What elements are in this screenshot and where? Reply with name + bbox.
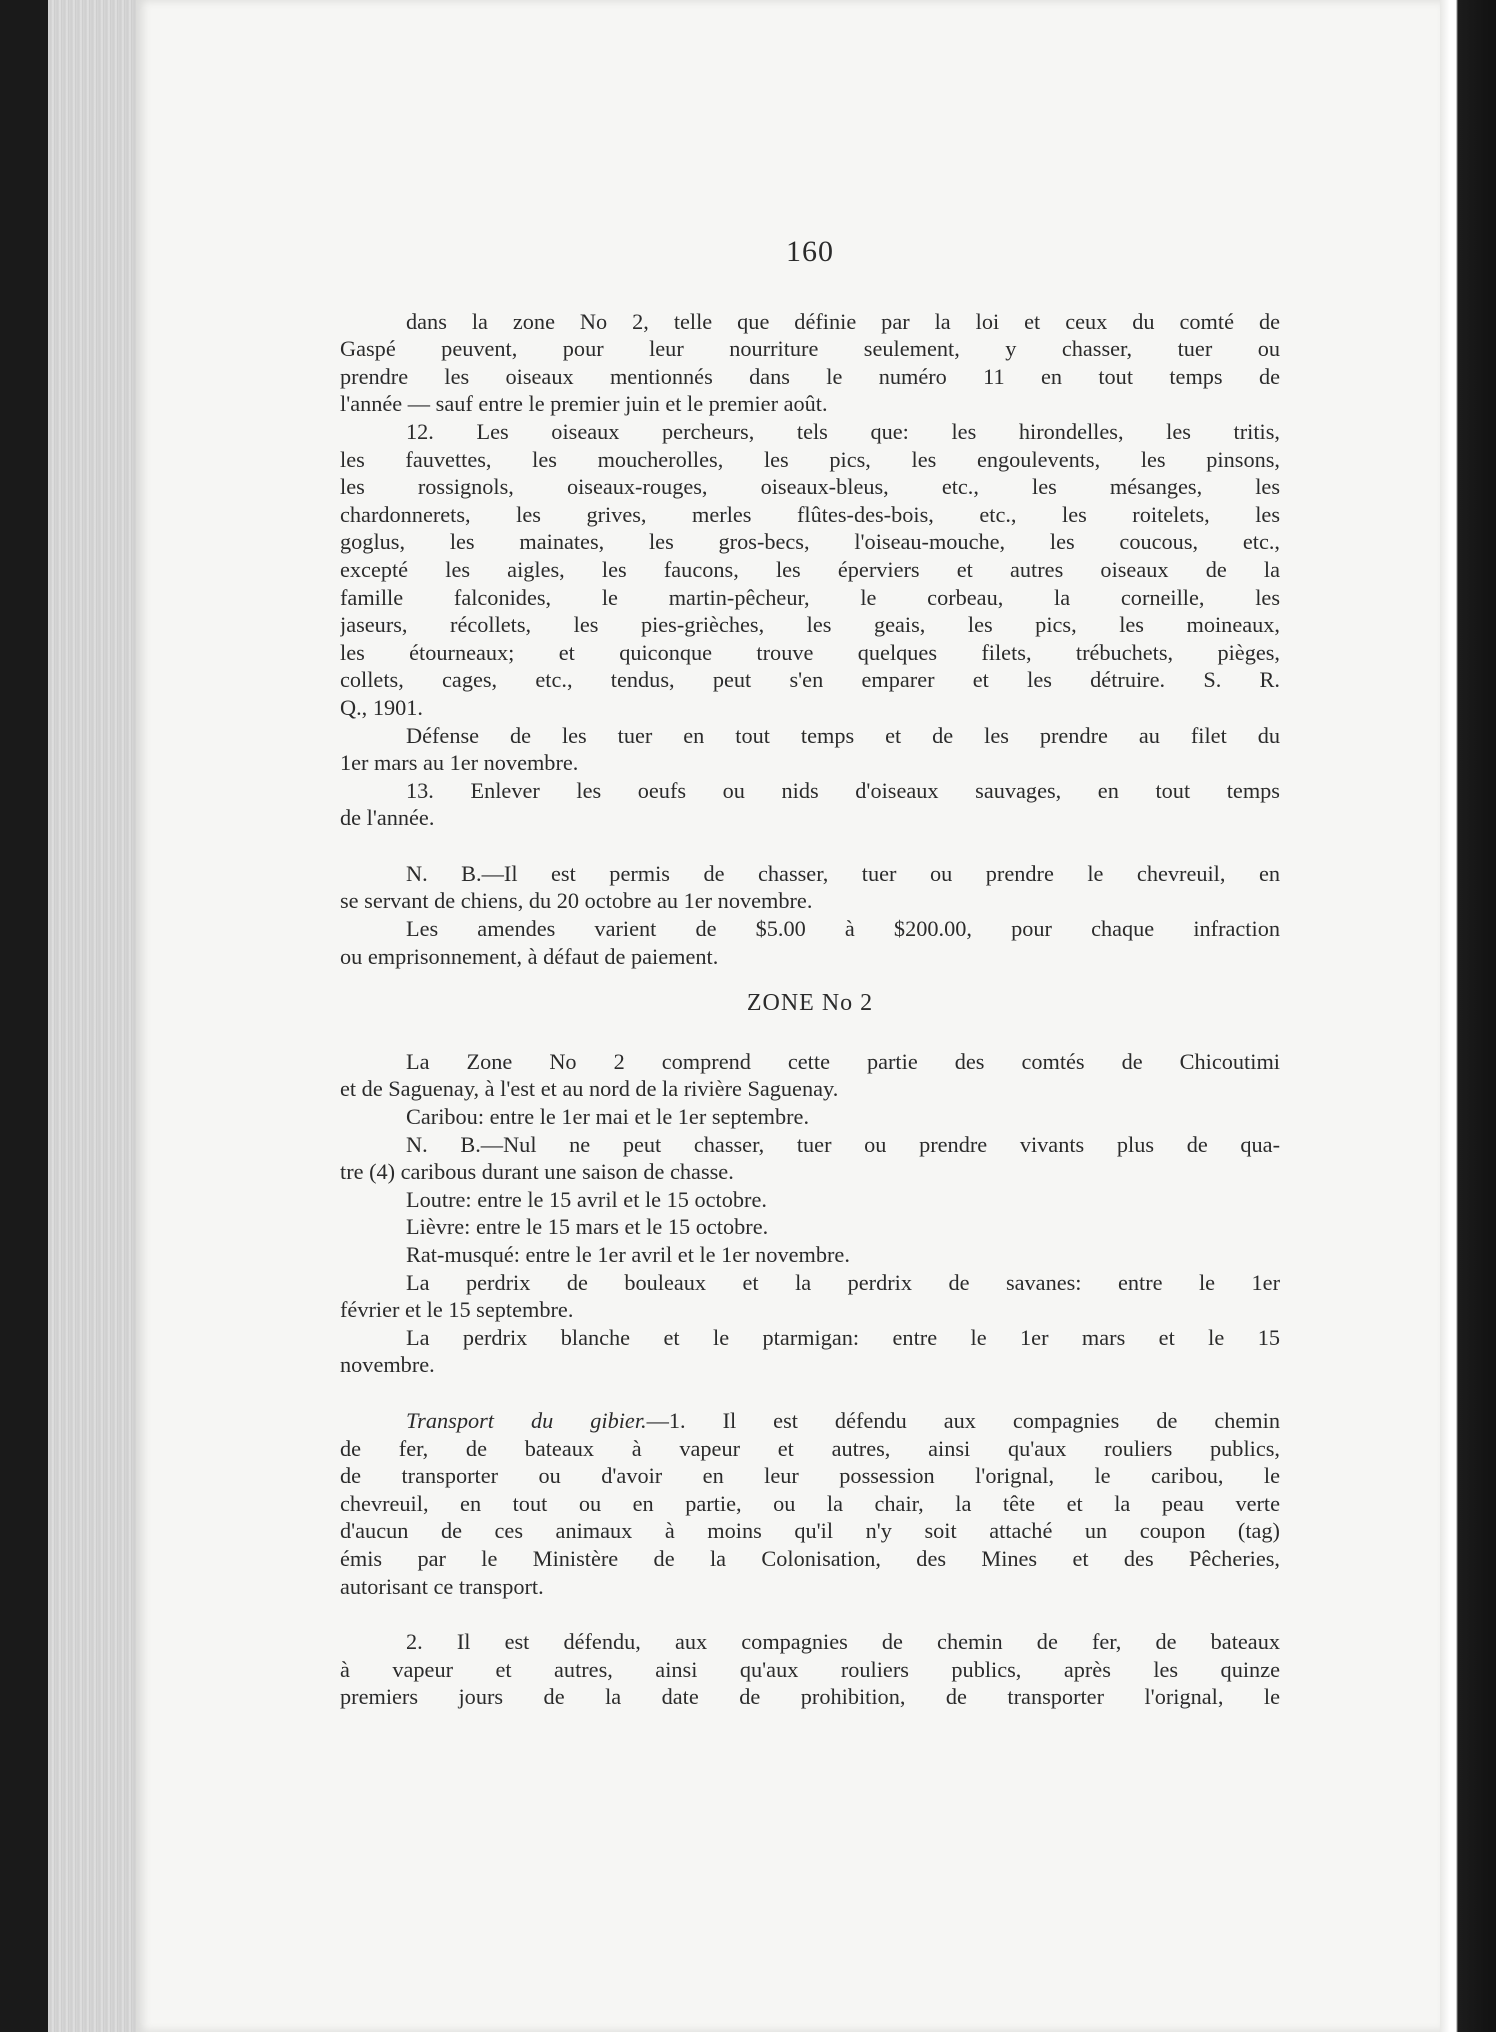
text-line: se servant de chiens, du 20 octobre au 1er novembre. — [340, 888, 813, 914]
text-line: collets, cages, etc., tendus, peut s'en emparer et les détruire. S. R. — [340, 667, 1280, 693]
zone-paragraph — [340, 1131, 1280, 1186]
text-line: les rossignols, oiseaux-rouges, oiseaux-bleus, etc., les mésanges, les — [340, 474, 1280, 500]
text-line: 12. Les oiseaux percheurs, tels que: les hirondelles, les tritis, — [406, 418, 1280, 444]
zone-paragraphs-section — [340, 1048, 1280, 1379]
text-line: La perdrix de bouleaux et la perdrix de savanes: entre le 1er — [406, 1269, 1280, 1295]
book-spine-shadow — [0, 0, 48, 2032]
text-line: tre (4) caribous durant une saison de chasse. — [340, 1159, 734, 1185]
text-line: Rat-musqué: entre le 1er avril et le 1er novembre. — [406, 1242, 850, 1267]
text-line: N. B.—Il est permis de chasser, tuer ou prendre le chevreuil, en — [406, 860, 1280, 886]
text-line: autorisant ce transport. — [340, 1573, 544, 1599]
text-line: goglus, les mainates, les gros-becs, l'oiseau-mouche, les coucous, etc., — [340, 529, 1280, 555]
text-line: 13. Enlever les oeufs ou nids d'oiseaux sauvages, en tout temps — [406, 777, 1280, 803]
text-line: les étourneaux; et quiconque trouve quelques filets, trébuchets, pièges, — [340, 639, 1280, 665]
text-line: premiers jours de la date de prohibition, de transporter l'orignal, le — [340, 1684, 1280, 1710]
text-line: chevreuil, en tout ou en partie, ou la chair, la tête et la peau verte — [340, 1490, 1280, 1516]
transport-first-line: —1. Il est défendu aux compagnies de chemin — [646, 1407, 1280, 1433]
text-line: l'année — sauf entre le premier juin et le premier août. — [340, 391, 828, 417]
paragraphs-section — [340, 308, 1280, 971]
zone-paragraph — [340, 1241, 1280, 1269]
text-line: dans la zone No 2, telle que définie par la loi et ceux du comté de — [406, 308, 1280, 334]
text-line: à vapeur et autres, ainsi qu'aux rouliers publics, après les quinze — [340, 1656, 1280, 1682]
page-text — [340, 235, 1280, 1711]
text-line: La perdrix blanche et le ptarmigan: entre le 1er mars et le 15 — [406, 1324, 1280, 1350]
text-line: février et le 15 septembre. — [340, 1297, 574, 1323]
text-line: excepté les aigles, les faucons, les éperviers et autres oiseaux de la — [340, 556, 1280, 582]
page-edges — [48, 0, 136, 2032]
zone-paragraph — [340, 1269, 1280, 1324]
text-line: Lièvre: entre le 15 mars et le 15 octobre. — [406, 1214, 769, 1240]
right-page-edge — [1440, 0, 1496, 2032]
zone-heading: ZONE No 2 — [746, 990, 874, 1017]
zone-paragraph — [340, 1186, 1280, 1214]
paragraph — [340, 308, 1280, 418]
text-line: La Zone No 2 comprend cette partie des comtés de Chicoutimi — [406, 1048, 1280, 1074]
paragraph — [340, 915, 1280, 970]
text-line: et de Saguenay, à l'est et au nord de la rivière Saguenay. — [340, 1076, 839, 1102]
zone-paragraph — [340, 1103, 1280, 1131]
zone-paragraph — [340, 1213, 1280, 1241]
transport-title: Transport du gibier. — [406, 1407, 647, 1433]
page-number: 160 — [786, 235, 834, 268]
zone-paragraph — [340, 1048, 1280, 1103]
text-line: Q., 1901. — [340, 694, 423, 720]
text-line: prendre les oiseaux mentionnés dans le numéro 11 en tout temps de — [340, 363, 1280, 389]
text-line: de l'année. — [340, 805, 435, 831]
text-line: N. B.—Nul ne peut chasser, tuer ou prendre vivants plus de qua- — [406, 1131, 1280, 1157]
text-line: famille falconides, le martin-pêcheur, le corbeau, la corneille, les — [340, 584, 1280, 610]
paragraph — [340, 418, 1280, 722]
text-line: jaseurs, récollets, les pies-grièches, les geais, les pics, les moineaux, — [340, 612, 1280, 638]
transport-p1-lines — [340, 1435, 1280, 1601]
text-line: de transporter ou d'avoir en leur possession l'orignal, le caribou, le — [340, 1463, 1280, 1489]
zone-paragraph — [340, 1324, 1280, 1379]
paragraph — [340, 860, 1280, 915]
text-line: ou emprisonnement, à défaut de paiement. — [340, 943, 719, 969]
text-line: émis par le Ministère de la Colonisation, des Mines et des Pêcheries, — [340, 1545, 1280, 1571]
text-line: 2. Il est défendu, aux compagnies de chemin de fer, de bateaux — [406, 1629, 1280, 1655]
text-line: Les amendes varient de $5.00 à $200.00, pour chaque infraction — [406, 916, 1280, 942]
text-line: d'aucun de ces animaux à moins qu'il n'y soit attaché un coupon (tag) — [340, 1518, 1280, 1544]
transport-paragraph-2 — [340, 1628, 1280, 1711]
transport-paragraph-1 — [340, 1407, 1280, 1600]
text-line: Défense de les tuer en tout temps et de les prendre au filet du — [406, 722, 1280, 748]
text-line — [340, 1407, 1280, 1435]
text-line: 1er mars au 1er novembre. — [340, 750, 579, 776]
text-line: Gaspé peuvent, pour leur nourriture seulement, y chasser, tuer ou — [340, 336, 1280, 362]
paragraph — [340, 777, 1280, 832]
text-line: les fauvettes, les moucherolles, les pics, les engoulevents, les pinsons, — [340, 446, 1280, 472]
text-line: Caribou: entre le 1er mai et le 1er septembre. — [406, 1104, 810, 1130]
text-line: Loutre: entre le 15 avril et le 15 octobre. — [406, 1186, 767, 1212]
text-line: chardonnerets, les grives, merles flûtes-des-bois, etc., les roitelets, les — [340, 501, 1280, 527]
text-line: de fer, de bateaux à vapeur et autres, ainsi qu'aux rouliers publics, — [340, 1435, 1280, 1461]
paragraph — [340, 722, 1280, 777]
text-line: novembre. — [340, 1352, 435, 1378]
